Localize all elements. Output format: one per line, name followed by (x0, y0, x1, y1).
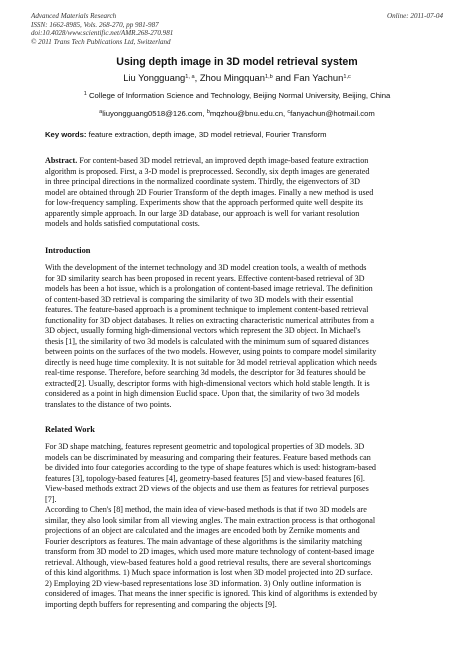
journal-name: Advanced Materials Research (31, 12, 117, 20)
text-line-content: considered as a point in high dimension Euclid space. Upon that, the similarity of two 3d models (45, 389, 360, 399)
text-line (45, 400, 429, 411)
text-line (45, 295, 429, 306)
author-name: Zhou Mingquan (199, 72, 265, 83)
author-separator: , (194, 72, 200, 83)
text-line-content: 2) Employing 2D view-based representations lose 3D information. 3) Only outline information is (45, 578, 362, 588)
text-line-content: projections of an object are calculated and the images are encoded both by Zernike moments and (45, 526, 360, 536)
email-list: $^a$liuyongguang0518@126.com, $^b$mqzhou@bnu.edu.cn, $^c$fanyachun@hotmail.com (99, 109, 375, 118)
affiliation (0, 91, 474, 100)
text-line-content: For 3D shape matching, features represent geometric and topological properties of 3D models. 3D (45, 442, 365, 451)
text-line-content: models has been a hot issue, which is a prolongation of content-based image retrieval. The definition (45, 284, 373, 294)
text-line (45, 547, 429, 558)
text-line (45, 347, 429, 358)
author-list (0, 72, 474, 83)
text-line (45, 177, 429, 188)
author-separator: and (272, 72, 294, 83)
text-line (45, 358, 429, 369)
text-line (45, 389, 429, 400)
text-line-content: Fourier descriptors as features. The main advantage of these algorithms is the similarity matching (45, 536, 363, 546)
text-line-content: [7]. (45, 494, 57, 504)
text-line-content: 3D object, usually forming high-dimensional vectors which represent the 3D object. In Michael's (45, 326, 361, 336)
text-line-content: model are obtained through 2D Fourier Transform of the depth images. Finally a new method is used (45, 187, 374, 197)
text-line-content: For content-based 3D model retrieval, an improved depth image-based feature extraction (77, 156, 369, 165)
text-line (45, 167, 429, 178)
text-line (45, 274, 429, 285)
text-line (45, 600, 429, 611)
text-line-content: for 3D similarity search has been proposed in recent years. Effective content-based retrieval of 3D (45, 273, 365, 283)
text-line-content: With the development of the internet technology and 3D model creation tools, a wealth of methods (45, 263, 367, 272)
text-line-content: between points on the surfaces of the two models. However, using points to compare model similarity (45, 347, 377, 357)
text-line-content: similar, they also look similar from all viewing angles. The main extraction process is that orthogonal (45, 515, 376, 525)
text-line-content: retrieval. Although, view-based features hold a good retrieval results, there are several shortcomings (45, 557, 372, 567)
abstract-label: Abstract. (45, 156, 78, 165)
text-line-content: of content-based 3D retrieval is comparing the similarity of two 3D models with their essential (45, 294, 354, 304)
text-line (45, 474, 429, 485)
text-line-content: According to Chen's [8] method, the main idea of view-based methods is that if two 3D models are (45, 505, 367, 515)
email-marker: b (206, 109, 210, 115)
text-line-content: translates to the distance of two points. (45, 399, 172, 409)
text-line-content: considered of images. That means the inner specific is ignored. This kind of algorithms is extended by (45, 589, 378, 599)
text-line (45, 198, 429, 209)
text-line-content: for low-frequency sampling. Experiments show that the approach performed quite well despite its (45, 198, 363, 208)
text-line-content: functionality for 3D object databases. It relies on extracting characteristic numerical attributes from a (45, 315, 374, 325)
abstract (45, 156, 429, 230)
text-line (45, 284, 429, 295)
text-line (45, 263, 429, 274)
author-marker: 1,b (264, 74, 273, 80)
text-line-content: directly is need huge time complexity. It is not suitable for 3d model retrieval application which needs (45, 357, 377, 367)
keywords-text: feature extraction, depth image, 3D model retrieval, Fourier Transform (86, 130, 327, 139)
text-line (45, 463, 429, 474)
text-line (45, 188, 429, 199)
email-address[interactable]: mqzhou@bnu.edu.cn (209, 109, 284, 118)
text-line (45, 316, 429, 327)
text-line-content: of this kind algorithms. 1) Much space information is lost when 3D model projected into 2D surface. (45, 568, 373, 578)
author-marker: 1,c (343, 74, 351, 80)
text-line-content: thesis [1], the similarity of two 3d models is calculated with the minimum sum of squared distances (45, 336, 369, 346)
text-line-content: be divided into four categories according to the type of shape features which is used: histogram-based (45, 463, 376, 473)
text-line (45, 453, 429, 464)
text-line-content: importing depth buffers for representing and comparing the objects [9]. (45, 599, 277, 609)
text-line (45, 219, 429, 230)
author-name: Liu Yongguang (123, 72, 186, 83)
text-line (45, 368, 429, 379)
email-marker: a (99, 109, 103, 115)
text-line-content: models can be discriminated by measuring and comparing their features. Feature based methods can (45, 452, 371, 462)
text-line-content: transform from 3D model to 2D images, which used more mature technology of content-based image (45, 547, 375, 557)
text-line (45, 505, 429, 516)
author-name: Fan Yachun (293, 72, 344, 83)
text-line-content: apparently simple approach. In our large 3D database, our approach is well for variant resolution (45, 208, 360, 218)
text-line-content: features. The feature-based approach is a prominent technique to implement content-based retrieval (45, 305, 369, 315)
text-line (45, 305, 429, 316)
journal-header (31, 12, 173, 46)
text-line (45, 442, 429, 453)
text-line-content: models and holds satisfied computational costs. (45, 219, 200, 229)
online-date: Online: 2011-07-04 (386, 12, 443, 20)
journal-doi: doi:10.4028/www.scientific.net/AMR.268-270.981 (31, 29, 174, 38)
text-line-content: extracted[2]. Usually, descriptor forms with high-dimensional vectors which hold stable length. It is (45, 378, 370, 388)
email-marker: c (287, 109, 291, 115)
text-line (45, 579, 429, 590)
text-line (45, 337, 429, 348)
text-line (45, 209, 429, 220)
email-address[interactable]: liuyongguang0518@126.com (102, 109, 203, 118)
introduction-heading: Introduction (45, 246, 91, 255)
related-work-body (45, 442, 429, 610)
email-address[interactable]: fanyachun@hotmail.com (290, 109, 375, 118)
related-work-heading: Related Work (45, 425, 95, 434)
text-line (45, 589, 429, 600)
text-line (45, 156, 429, 167)
text-line-content: real-time response. Therefore, before searching 3d models, the descriptor for 3d features should be (45, 368, 366, 378)
text-line (45, 484, 429, 495)
text-line (45, 326, 429, 337)
affiliation-text: College of Information Science and Technology, Beijing Normal University, Beijing, China (89, 91, 391, 100)
text-line (45, 537, 429, 548)
text-line (45, 558, 429, 569)
author-marker: 1, a (185, 74, 195, 80)
introduction-body (45, 263, 429, 410)
keywords (45, 130, 435, 139)
paper-title: Using depth image in 3D model retrieval system (116, 56, 358, 68)
text-line (45, 516, 429, 527)
text-line-content: features [3], topology-based features [4], geometry-based features [5] and view-based features [6]. (45, 473, 365, 483)
keywords-label: Key words: (45, 130, 87, 139)
text-line (45, 526, 429, 537)
text-line-content: algorithm is proposed. First, a 3-D model is preprocessed. Secondly, six depth images are generated (45, 166, 370, 176)
affiliation-marker: 1 (83, 91, 87, 97)
text-line (45, 495, 429, 506)
text-line-content: View-based methods extract 2D views of the objects and use them as features for retrieval purposes (45, 484, 369, 494)
text-line (45, 379, 429, 390)
journal-issn: ISSN: 1662-8985, Vols. 268-270, pp 981-987 (31, 20, 159, 29)
text-line (45, 568, 429, 579)
text-line-content: in three principal directions in the normalized coordinate system. Thirdly, the eigenvectors of 3D (45, 177, 360, 187)
journal-copyright: © 2011 Trans Tech Publications Ltd, Switzerland (31, 37, 171, 46)
